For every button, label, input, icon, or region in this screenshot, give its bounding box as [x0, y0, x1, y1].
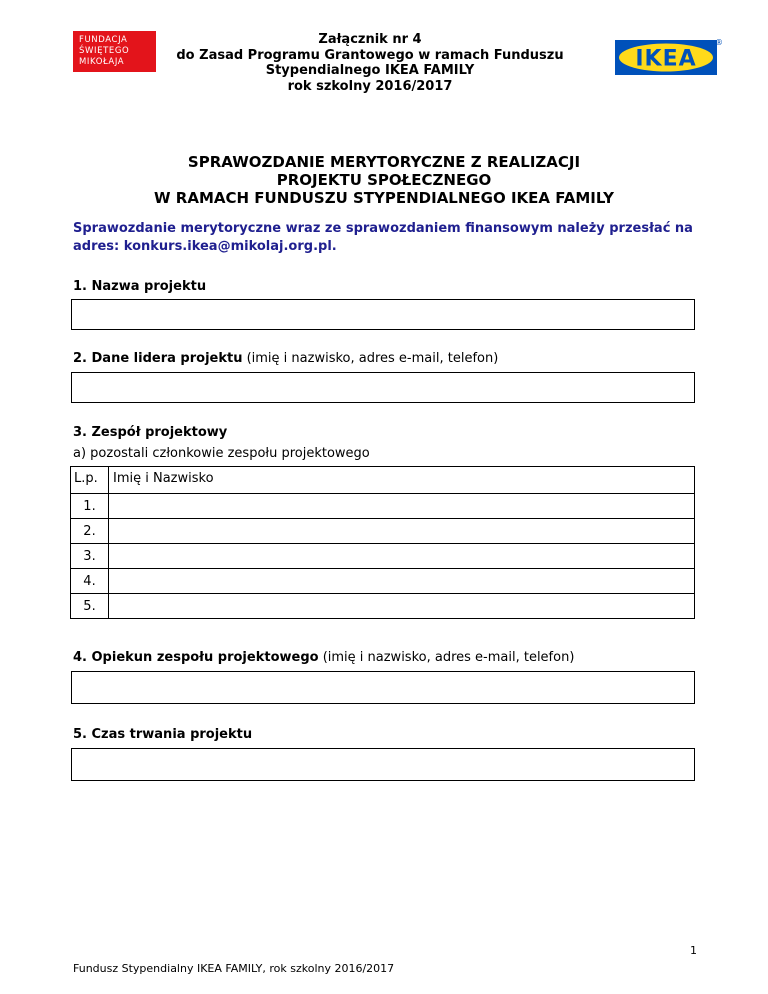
row-number: 2.	[71, 519, 109, 544]
logo-line: ŚWIĘTEGO	[79, 46, 130, 56]
header-lp: L.p.	[71, 467, 109, 494]
section-5-heading	[73, 727, 252, 743]
logo-line: MIKOŁAJA	[79, 57, 125, 67]
registered-mark: ®	[715, 38, 723, 47]
page-number: 1	[690, 944, 697, 957]
member-name-cell[interactable]	[109, 544, 695, 569]
row-number: 4.	[71, 569, 109, 594]
member-name-cell[interactable]	[109, 494, 695, 519]
submission-notice: Sprawozdanie merytoryczne wraz ze sprawozdaniem finansowym należy przesłać na adres: konkurs.ikea@mikolaj.org.pl.	[73, 221, 693, 254]
row-number: 5.	[71, 594, 109, 619]
section-3-heading	[73, 425, 227, 441]
table-row	[71, 544, 695, 569]
row-number: 1.	[71, 494, 109, 519]
header-line: rok szkolny 2016/2017	[287, 78, 453, 94]
section-2-heading	[73, 351, 498, 367]
ikea-logo-text: IKEA	[635, 46, 697, 72]
title-line: W RAMACH FUNDUSZU STYPENDIALNEGO IKEA FAMILY	[154, 189, 614, 207]
table-row	[71, 569, 695, 594]
title-line: PROJEKTU SPOŁECZNEGO	[276, 171, 492, 189]
logo-line: FUNDACJA	[79, 35, 128, 45]
header-line: Stypendialnego IKEA FAMILY	[265, 63, 475, 78]
table-row	[71, 594, 695, 619]
project-supervisor-field[interactable]	[71, 671, 695, 704]
fundacja-swietego-mikolaja-logo	[73, 31, 156, 72]
section-4-heading	[73, 650, 574, 666]
section-3-subheading: a) pozostali członkowie zespołu projektowego	[73, 446, 370, 461]
header-line: Załącznik nr 4	[318, 32, 422, 47]
table-row	[71, 494, 695, 519]
section-4-note: (imię i nazwisko, adres e-mail, telefon)	[318, 650, 575, 665]
section-5-title: 5. Czas trwania projektu	[73, 727, 253, 742]
header-line: do Zasad Programu Grantowego w ramach Funduszu	[176, 47, 564, 63]
team-members-table	[70, 466, 695, 619]
ikea-logo	[615, 40, 717, 75]
header-name: Imię i Nazwisko	[109, 467, 695, 494]
table-header-row	[71, 467, 695, 494]
project-leader-field[interactable]	[71, 372, 695, 403]
member-name-cell[interactable]	[109, 519, 695, 544]
row-number: 3.	[71, 544, 109, 569]
section-2-title: 2. Dane lidera projektu	[73, 351, 243, 366]
section-2-note: (imię i nazwisko, adres e-mail, telefon)	[242, 351, 499, 366]
project-name-field[interactable]	[71, 299, 695, 330]
header-attachment-info	[160, 32, 580, 94]
section-1-heading	[73, 279, 206, 295]
section-1-title: 1. Nazwa projektu	[73, 279, 207, 294]
project-duration-field[interactable]	[71, 748, 695, 781]
member-name-cell[interactable]	[109, 594, 695, 619]
title-line: SPRAWOZDANIE MERYTORYCZNE Z REALIZACJI	[187, 153, 581, 171]
table-row	[71, 519, 695, 544]
page-footer: Fundusz Stypendialny IKEA FAMILY, rok szkolny 2016/2017	[73, 962, 395, 975]
document-title	[80, 153, 688, 207]
section-4-title: 4. Opiekun zespołu projektowego	[73, 650, 319, 665]
member-name-cell[interactable]	[109, 569, 695, 594]
section-3-title: 3. Zespół projektowy	[73, 425, 228, 440]
